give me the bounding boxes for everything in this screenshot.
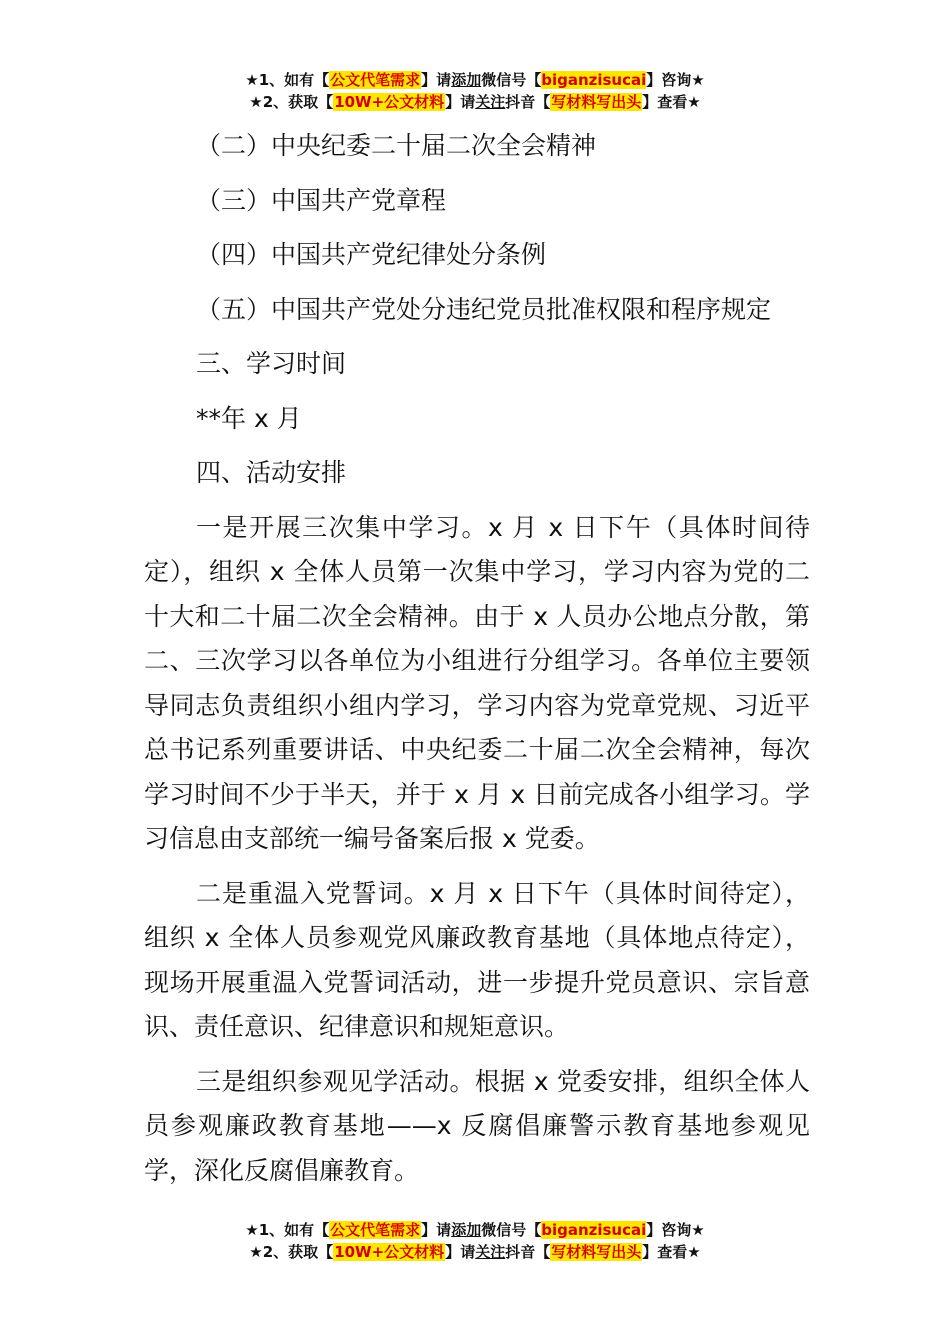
- banner-highlight: 公文代笔需求: [330, 1221, 421, 1239]
- banner-text: 】请: [445, 1243, 476, 1261]
- banner-text: 】请: [445, 93, 476, 111]
- banner-text: 】请: [421, 71, 452, 89]
- banner-line-1: [0, 1219, 950, 1241]
- banner-text: 】请: [421, 1221, 452, 1239]
- list-item: （四）中国共产党纪律处分条例: [196, 240, 547, 269]
- list-item: （三）中国共产党章程: [196, 185, 447, 215]
- banner-text: ★1、如有【: [245, 71, 330, 89]
- wechat-id: biganzisucai: [541, 1221, 647, 1239]
- banner-underlined-text: 添加: [451, 71, 482, 89]
- document-body: [144, 124, 810, 1193]
- douyin-name: 写材料写出头: [551, 1243, 642, 1261]
- paragraph: 二是重温入党誓词。x 月 x 日下午（具体时间待定），组织 x 全体人员参观党风廉政教育基地（具体地点待定），现场开展重温入党誓词活动，进一步提升党员意识、宗旨意识、责任意识、纪律意识和规矩意识。: [144, 878, 810, 1041]
- banner-highlight: 10W+公文材料: [334, 93, 445, 111]
- banner-text: ★2、获取【: [249, 1243, 334, 1261]
- banner-text: 】查看★: [642, 93, 701, 111]
- douyin-name: 写材料写出头: [551, 93, 642, 111]
- paragraph: 三是组织参观见学活动。根据 x 党委安排，组织全体人员参观廉政教育基地——x 反腐倡廉警示教育基地参观见学，深化反腐倡廉教育。: [144, 1066, 810, 1185]
- banner-text: 微信号【: [481, 71, 542, 89]
- banner-text: ★1、如有【: [245, 1221, 330, 1239]
- wechat-id: biganzisucai: [541, 71, 647, 89]
- section-heading: 三、学习时间: [196, 349, 347, 378]
- footer-banner: [0, 1219, 950, 1263]
- banner-line-2: [0, 1241, 950, 1263]
- list-item: （二）中央纪委二十届二次全会精神: [196, 131, 597, 160]
- paragraph: 一是开展三次集中学习。x 月 x 日下午（具体时间待定），组织 x 全体人员第一次集中学习，学习内容为党的二十大和二十届二次全会精神。由于 x 人员办公地点分散，第二、三次学习以各单位为小组进行分组学习。各单位主要领导同志负责组织小组内学习，学习内容为党章党规、习近平总书记系列重要讲话、中央纪委二十届二次全会精神，每次学习时间不少于半天，并于 x 月 x 日前完成各小组学习。学习信息由支部统一编号备案后报 x 党委。: [144, 512, 810, 853]
- banner-text: 抖音【: [505, 1243, 551, 1261]
- banner-text: 】咨询★: [646, 1221, 705, 1239]
- banner-underlined-text: 关注: [475, 93, 506, 111]
- banner-line-1: [0, 69, 950, 91]
- list-item: （五）中国共产党处分违纪党员批准权限和程序规定: [196, 294, 772, 324]
- header-banner: [0, 69, 950, 113]
- banner-text: 】查看★: [642, 1243, 701, 1261]
- banner-text: 】咨询★: [646, 71, 705, 89]
- banner-highlight: 10W+公文材料: [334, 1243, 445, 1261]
- banner-highlight: 公文代笔需求: [330, 71, 421, 89]
- banner-line-2: [0, 91, 950, 113]
- date-text: **年 x 月: [196, 403, 302, 433]
- banner-underlined-text: 添加: [451, 1221, 482, 1239]
- section-heading: 四、活动安排: [196, 458, 347, 487]
- banner-underlined-text: 关注: [475, 1243, 506, 1261]
- banner-text: ★2、获取【: [249, 93, 334, 111]
- banner-text: 抖音【: [505, 93, 551, 111]
- banner-text: 微信号【: [481, 1221, 542, 1239]
